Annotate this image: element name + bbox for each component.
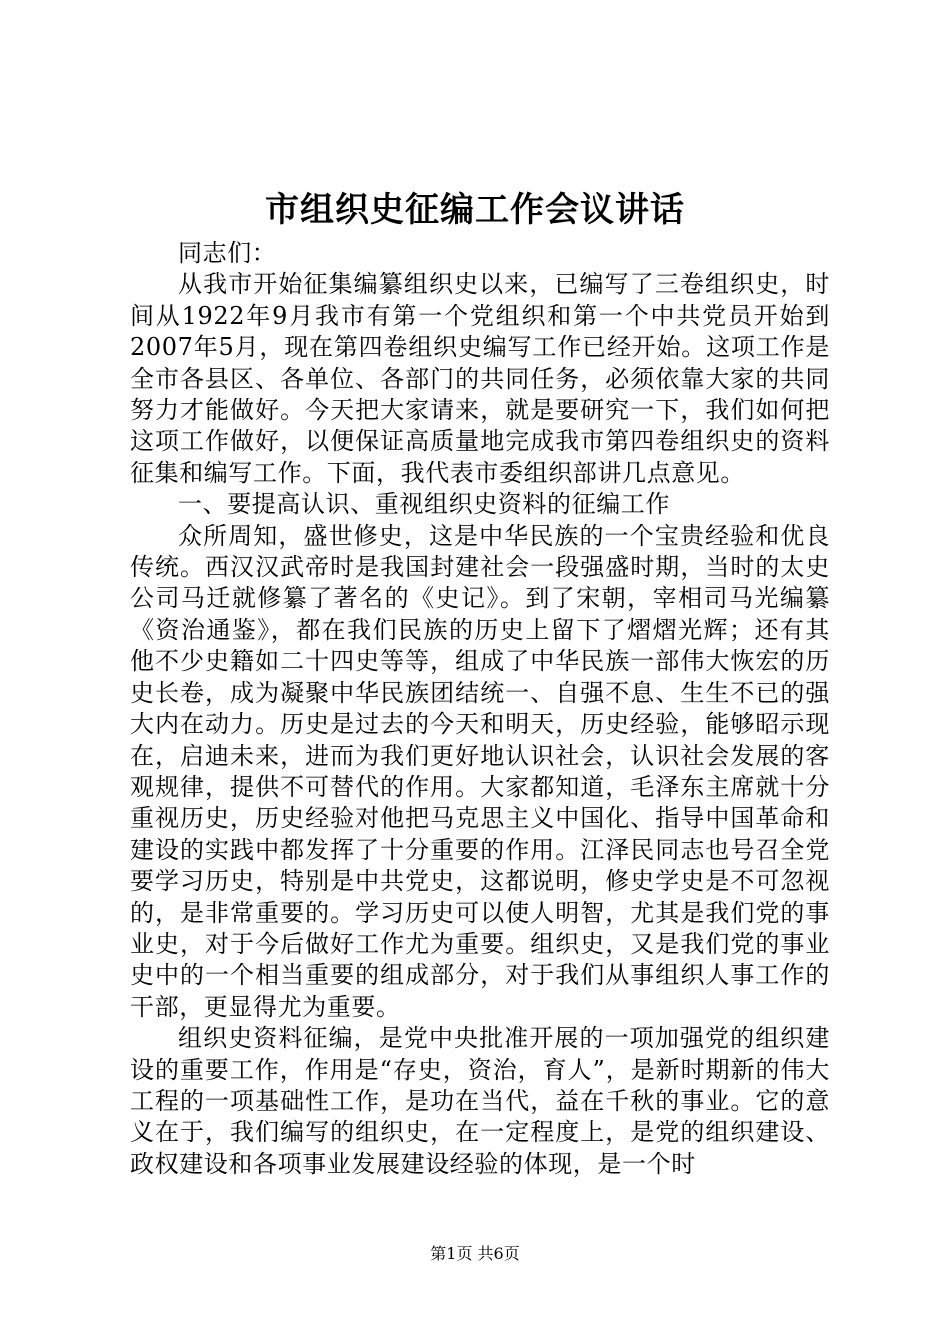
significance-paragraph: 组织史资料征编，是党中央批准开展的一项加强党的组织建设的重要工作，作用是“存史，资治，育人”，是新时期新的伟大工程的一项基础性工作，是功在当代，益在千秋的事业。它的意义在于，我们编写的组织史，在一定程度上，是党的组织建设、政权建设和各项事业发展建设经验的体现，是一个时: [130, 1024, 830, 1178]
document-body: [130, 238, 830, 1180]
intro-paragraph: 从我市开始征集编纂组织史以来，已编写了三卷组织史，时间从1922年9月我市有第一个党组织和第一个中共党员开始到2007年5月，现在第四卷组织史编写工作已经开始。这项工作是全市各县区、各单位、各部门的共同任务，必须依靠大家的共同努力才能做好。今天把大家请来，就是要研究一下，我们如何把这项工作做好，以便保证高质量地完成我市第四卷组织史的资料征集和编写工作。下面，我代表市委组织部讲几点意见。: [130, 270, 830, 487]
salutation-paragraph: 同志们：: [178, 239, 277, 267]
section-heading: 一、要提高认识、重视组织史资料的征编工作: [178, 490, 670, 519]
document-title: 市组织史征编工作会议讲话: [265, 190, 685, 230]
page-footer: 第1页 共6页: [430, 1244, 520, 1263]
history-paragraph: 众所周知，盛世修史，这是中华民族的一个宝贵经验和优良传统。西汉汉武帝时是我国封建社会一段强盛时期，当时的太史公司马迁就修纂了著名的《史记》。到了宋朝，宰相司马光编纂《资治通鉴》，都在我们民族的历史上留下了熠熠光辉；还有其他不少史籍如二十四史等等，组成了中华民族一部伟大恢宏的历史长卷，成为凝聚中华民族团结统一、自强不息、生生不已的强大内在动力。历史是过去的今天和明天，历史经验，能够昭示现在，启迪未来，进而为我们更好地认识社会，认识社会发展的客观规律，提供不可替代的作用。大家都知道，毛泽东主席就十分重视历史，历史经验对他把马克思主义中国化、指导中国革命和建设的实践中都发挥了十分重要的作用。江泽民同志也号召全党要学习历史，特别是中共党史，这都说明，修史学史是不可忽视的，是非常重要的。学习历史可以使人明智，尤其是我们党的事业史，对于今后做好工作尤为重要。组织史，又是我们党的事业史中的一个相当重要的组成部分，对于我们从事组织人事工作的干部，更显得尤为重要。: [130, 521, 830, 1021]
